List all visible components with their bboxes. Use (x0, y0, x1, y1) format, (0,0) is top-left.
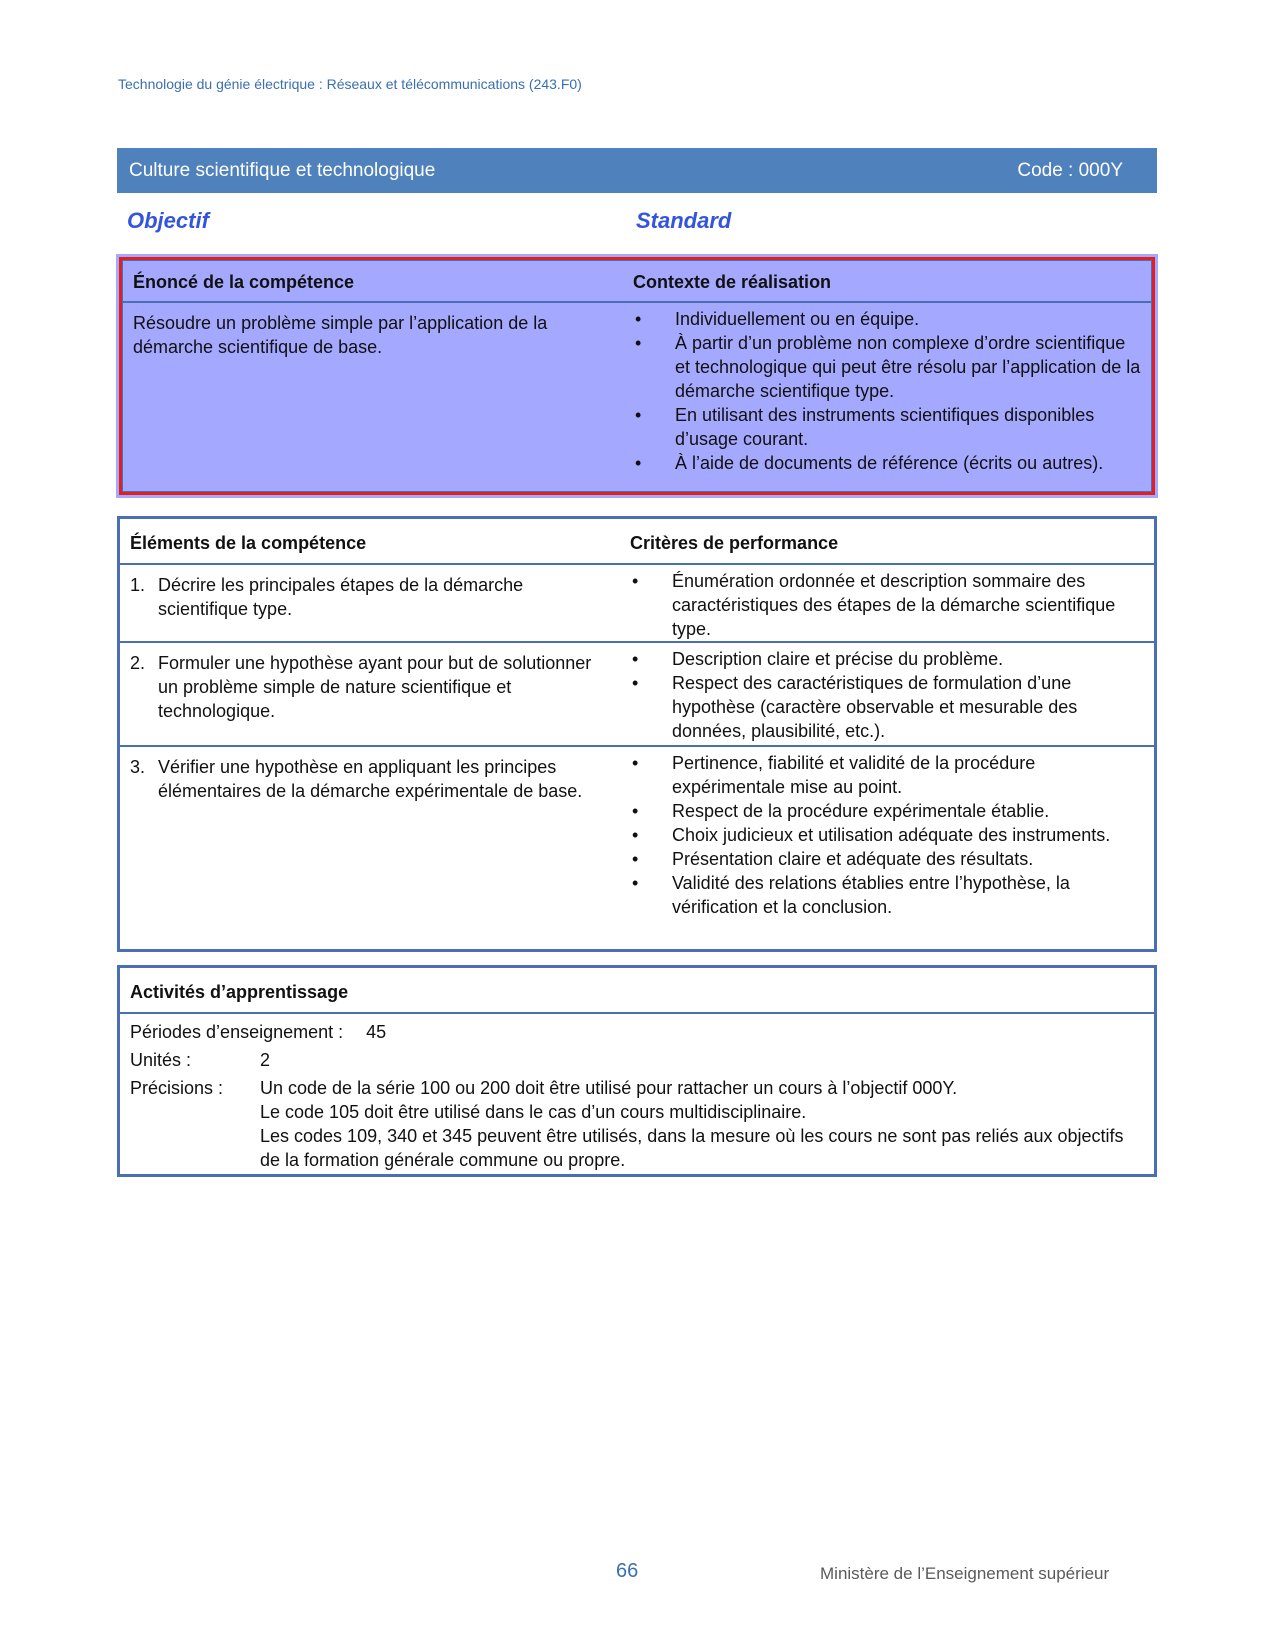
competence-header-row (123, 261, 1151, 301)
element-item: 1. Décrire les principales étapes de la démarche scientifique type. (130, 575, 524, 619)
precision-line: Un code de la série 100 ou 200 doit être utilisé pour rattacher un cours à l’objectif 000Y. (260, 1078, 958, 1098)
contexte-item: • En utilisant des instruments scientifiques disponibles d’usage courant. (633, 403, 1143, 451)
critere-item: • Présentation claire et adéquate des résultats. (630, 847, 1140, 871)
element-item: 2. Formuler une hypothèse ayant pour but de solutionner un problème simple de nature scientifique et technologique. (130, 653, 592, 721)
contexte-item: • À partir d’un problème non complexe d’ordre scientifique et technologique qui peut être résolu par l’application de la démarche scientifique type. (633, 331, 1143, 403)
critere-item: • Validité des relations établies entre l’hypothèse, la vérification et la conclusion. (630, 871, 1140, 919)
precision-line: Les codes 109, 340 et 345 peuvent être utilisés, dans la mesure où les cours ne sont pas reliés aux objectifs de la formation générale commune ou propre. (260, 1126, 1124, 1170)
standard-label: Standard (636, 208, 732, 233)
competence-box (120, 258, 1154, 494)
elements-header: Éléments de la compétence (130, 533, 367, 553)
section-labels (117, 208, 1157, 234)
contexte-header: Contexte de réalisation (633, 272, 832, 292)
element-row-3 (120, 745, 1154, 949)
activites-body (120, 1012, 1154, 1174)
contexte-item: • À l’aide de documents de référence (écrits ou autres). (633, 451, 1143, 475)
periodes-value: 45 (366, 1022, 387, 1042)
enonce-header: Énoncé de la compétence (133, 272, 355, 292)
precisions-label: Précisions : (130, 1078, 224, 1098)
periodes-label: Périodes d’enseignement : (130, 1022, 344, 1042)
critere-item: • Choix judicieux et utilisation adéquate des instruments. (630, 823, 1140, 847)
critere-item: • Respect des caractéristiques de formulation d’une hypothèse (caractère observable et mesurable des données, plausibilité, etc.). (630, 671, 1140, 743)
element-row-2 (120, 641, 1154, 747)
objectif-label: Objectif (127, 208, 209, 233)
page-number: 66 (616, 1560, 639, 1582)
course-code: Code : 000Y (1017, 159, 1123, 181)
criteres-header: Critères de performance (630, 533, 839, 553)
precisions-text (260, 1076, 1140, 1172)
critere-item: • Pertinence, fiabilité et validité de la procédure expérimentale mise au point. (630, 751, 1140, 799)
activites-box (117, 965, 1157, 1177)
course-title: Culture scientifique et technologique (129, 159, 436, 181)
unites-value: 2 (260, 1050, 271, 1070)
unites-label: Unités : (130, 1050, 192, 1070)
competence-body-row (123, 301, 1151, 491)
element-row-1 (120, 563, 1154, 643)
critere-item: • Énumération ordonnée et description sommaire des caractéristiques des étapes de la démarche scientifique type. (630, 569, 1140, 641)
activites-header: Activités d’apprentissage (130, 982, 349, 1002)
unites-line (130, 1048, 270, 1072)
title-bar (117, 148, 1157, 193)
enonce-text: Résoudre un problème simple par l’application de la démarche scientifique de base. (133, 313, 548, 357)
elements-header-row (120, 519, 1154, 563)
contexte-item: • Individuellement ou en équipe. (633, 307, 1143, 331)
critere-item: • Respect de la procédure expérimentale établie. (630, 799, 1140, 823)
contexte-list (633, 307, 1143, 475)
periodes-line (130, 1020, 386, 1044)
footer-ministry: Ministère de l’Enseignement supérieur (820, 1564, 1110, 1583)
precision-line: Le code 105 doit être utilisé dans le cas d’un cours multidisciplinaire. (260, 1102, 807, 1122)
element-item: 3. Vérifier une hypothèse en appliquant les principes élémentaires de la démarche expérimentale de base. (130, 757, 583, 801)
running-header: Technologie du génie électrique : Réseaux et télécommunications (243.F0) (118, 76, 582, 92)
elements-box (117, 516, 1157, 952)
activites-header-row (120, 968, 1154, 1012)
critere-item: • Description claire et précise du problème. (630, 647, 1140, 671)
